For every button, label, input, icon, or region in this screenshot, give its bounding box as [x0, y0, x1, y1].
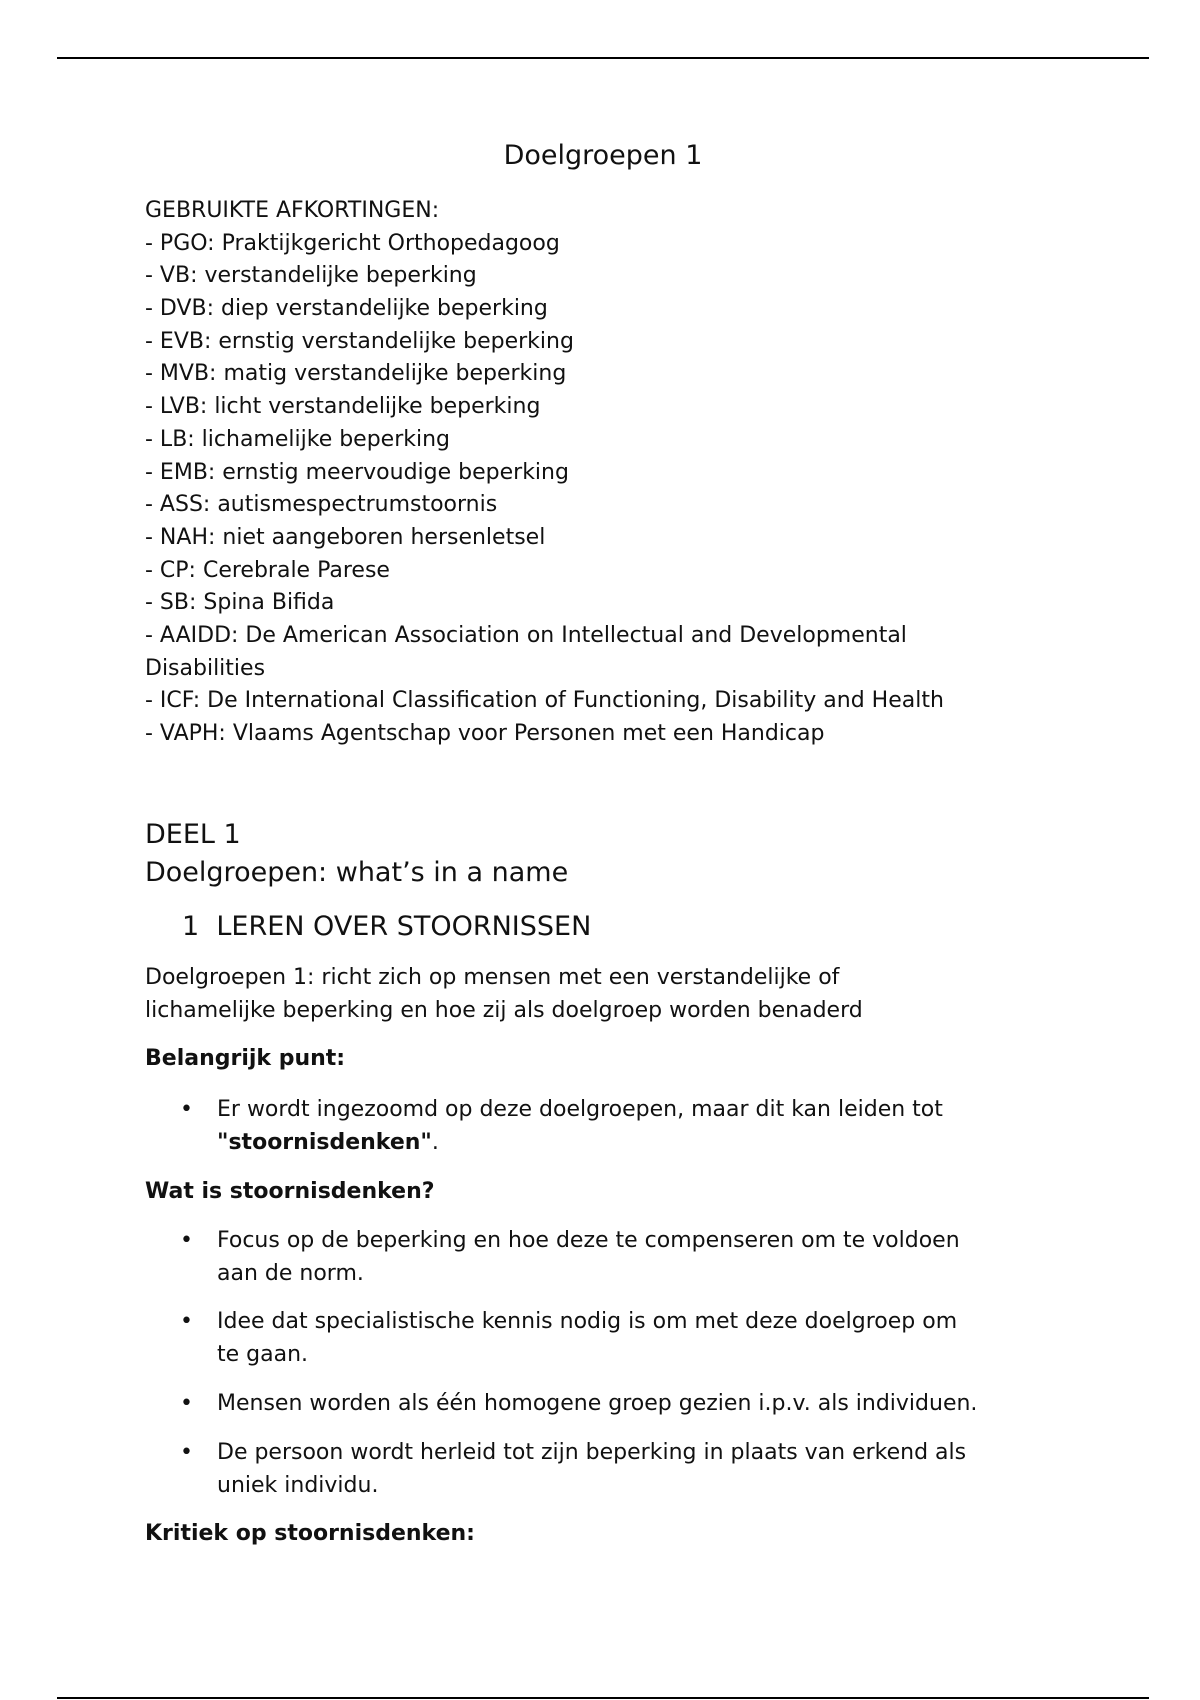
part-label: DEEL 1 [145, 819, 241, 850]
bullet-line: Focus op de beperking en hoe deze te compenseren om te voldoen [217, 1228, 960, 1253]
important-heading: Belangrijk punt: [145, 1046, 346, 1071]
abbreviations-list [145, 195, 944, 751]
what-bullet [217, 1388, 977, 1421]
list-item: - ASS: autismespectrumstoornis [145, 492, 498, 518]
bullet-icon: • [180, 1228, 193, 1253]
section-heading [182, 908, 591, 946]
bullet-line: te gaan. [217, 1341, 309, 1367]
criticism-heading: Kritiek op stoornisdenken: [145, 1521, 475, 1546]
list-item: - LB: lichamelijke beperking [145, 426, 451, 452]
intro-line: Doelgroepen 1: richt zich op mensen met een verstandelijke of [145, 965, 840, 990]
list-item: - EMB: ernstig meervoudige beperking [145, 459, 569, 485]
bullet-line: Idee dat specialistische kennis nodig is om met deze doelgroep om [217, 1309, 958, 1334]
list-item: - CP: Cerebrale Parese [145, 557, 390, 583]
bullet-line: Mensen worden als één homogene groep gezien i.p.v. als individuen. [217, 1391, 978, 1416]
bullet-icon: • [180, 1440, 193, 1465]
footer-rule [57, 1697, 1149, 1699]
important-bullet [217, 1094, 943, 1159]
intro-line: lichamelijke beperking en hoe zij als doelgroep worden benaderd [145, 997, 863, 1023]
list-item: Disabilities [145, 655, 266, 681]
bullet-line: aan de norm. [217, 1260, 364, 1286]
what-bullet [217, 1437, 966, 1502]
bullet-icon: • [180, 1309, 193, 1334]
intro-paragraph [145, 962, 863, 1027]
bold-term: "stoornisdenken" [217, 1129, 432, 1155]
bullet-icon: • [180, 1391, 193, 1416]
section-title: LEREN OVER STOORNISSEN [216, 911, 592, 942]
list-item: - LVB: licht verstandelijke beperking [145, 394, 541, 420]
what-bullet [217, 1306, 957, 1371]
list-item: - DVB: diep verstandelijke beperking [145, 296, 548, 322]
bullet-line: Er wordt ingezoomd op deze doelgroepen, maar dit kan leiden tot [217, 1097, 943, 1122]
list-item: - PGO: Praktijkgericht Orthopedagoog [145, 230, 560, 256]
document-title: Doelgroepen 1 [503, 140, 703, 171]
bullet-line: De persoon wordt herleid tot zijn beperking in plaats van erkend als [217, 1440, 967, 1465]
header-rule [57, 57, 1149, 59]
list-item: - VAPH: Vlaams Agentschap voor Personen met een Handicap [145, 721, 825, 746]
section-number: 1 [182, 911, 200, 942]
list-item: - AAIDD: De American Association on Intellectual and Developmental [145, 622, 907, 648]
list-item: - NAH: niet aangeboren hersenletsel [145, 524, 546, 550]
bullet-icon: • [180, 1097, 193, 1122]
list-item: - SB: Spina Bifida [145, 590, 335, 616]
abbreviations-heading: GEBRUIKTE AFKORTINGEN: [145, 198, 440, 223]
what-heading: Wat is stoornisdenken? [145, 1179, 435, 1204]
bullet-line: uniek individu. [217, 1472, 379, 1498]
what-bullet [217, 1225, 960, 1290]
list-item: - VB: verstandelijke beperking [145, 263, 477, 289]
bullet-end: . [431, 1129, 439, 1155]
list-item: - MVB: matig verstandelijke beperking [145, 361, 567, 387]
list-item: - EVB: ernstig verstandelijke beperking [145, 328, 574, 354]
list-item: - ICF: De International Classification of Functioning, Disability and Health [145, 688, 944, 714]
part-subtitle: Doelgroepen: what’s in a name [145, 857, 569, 888]
